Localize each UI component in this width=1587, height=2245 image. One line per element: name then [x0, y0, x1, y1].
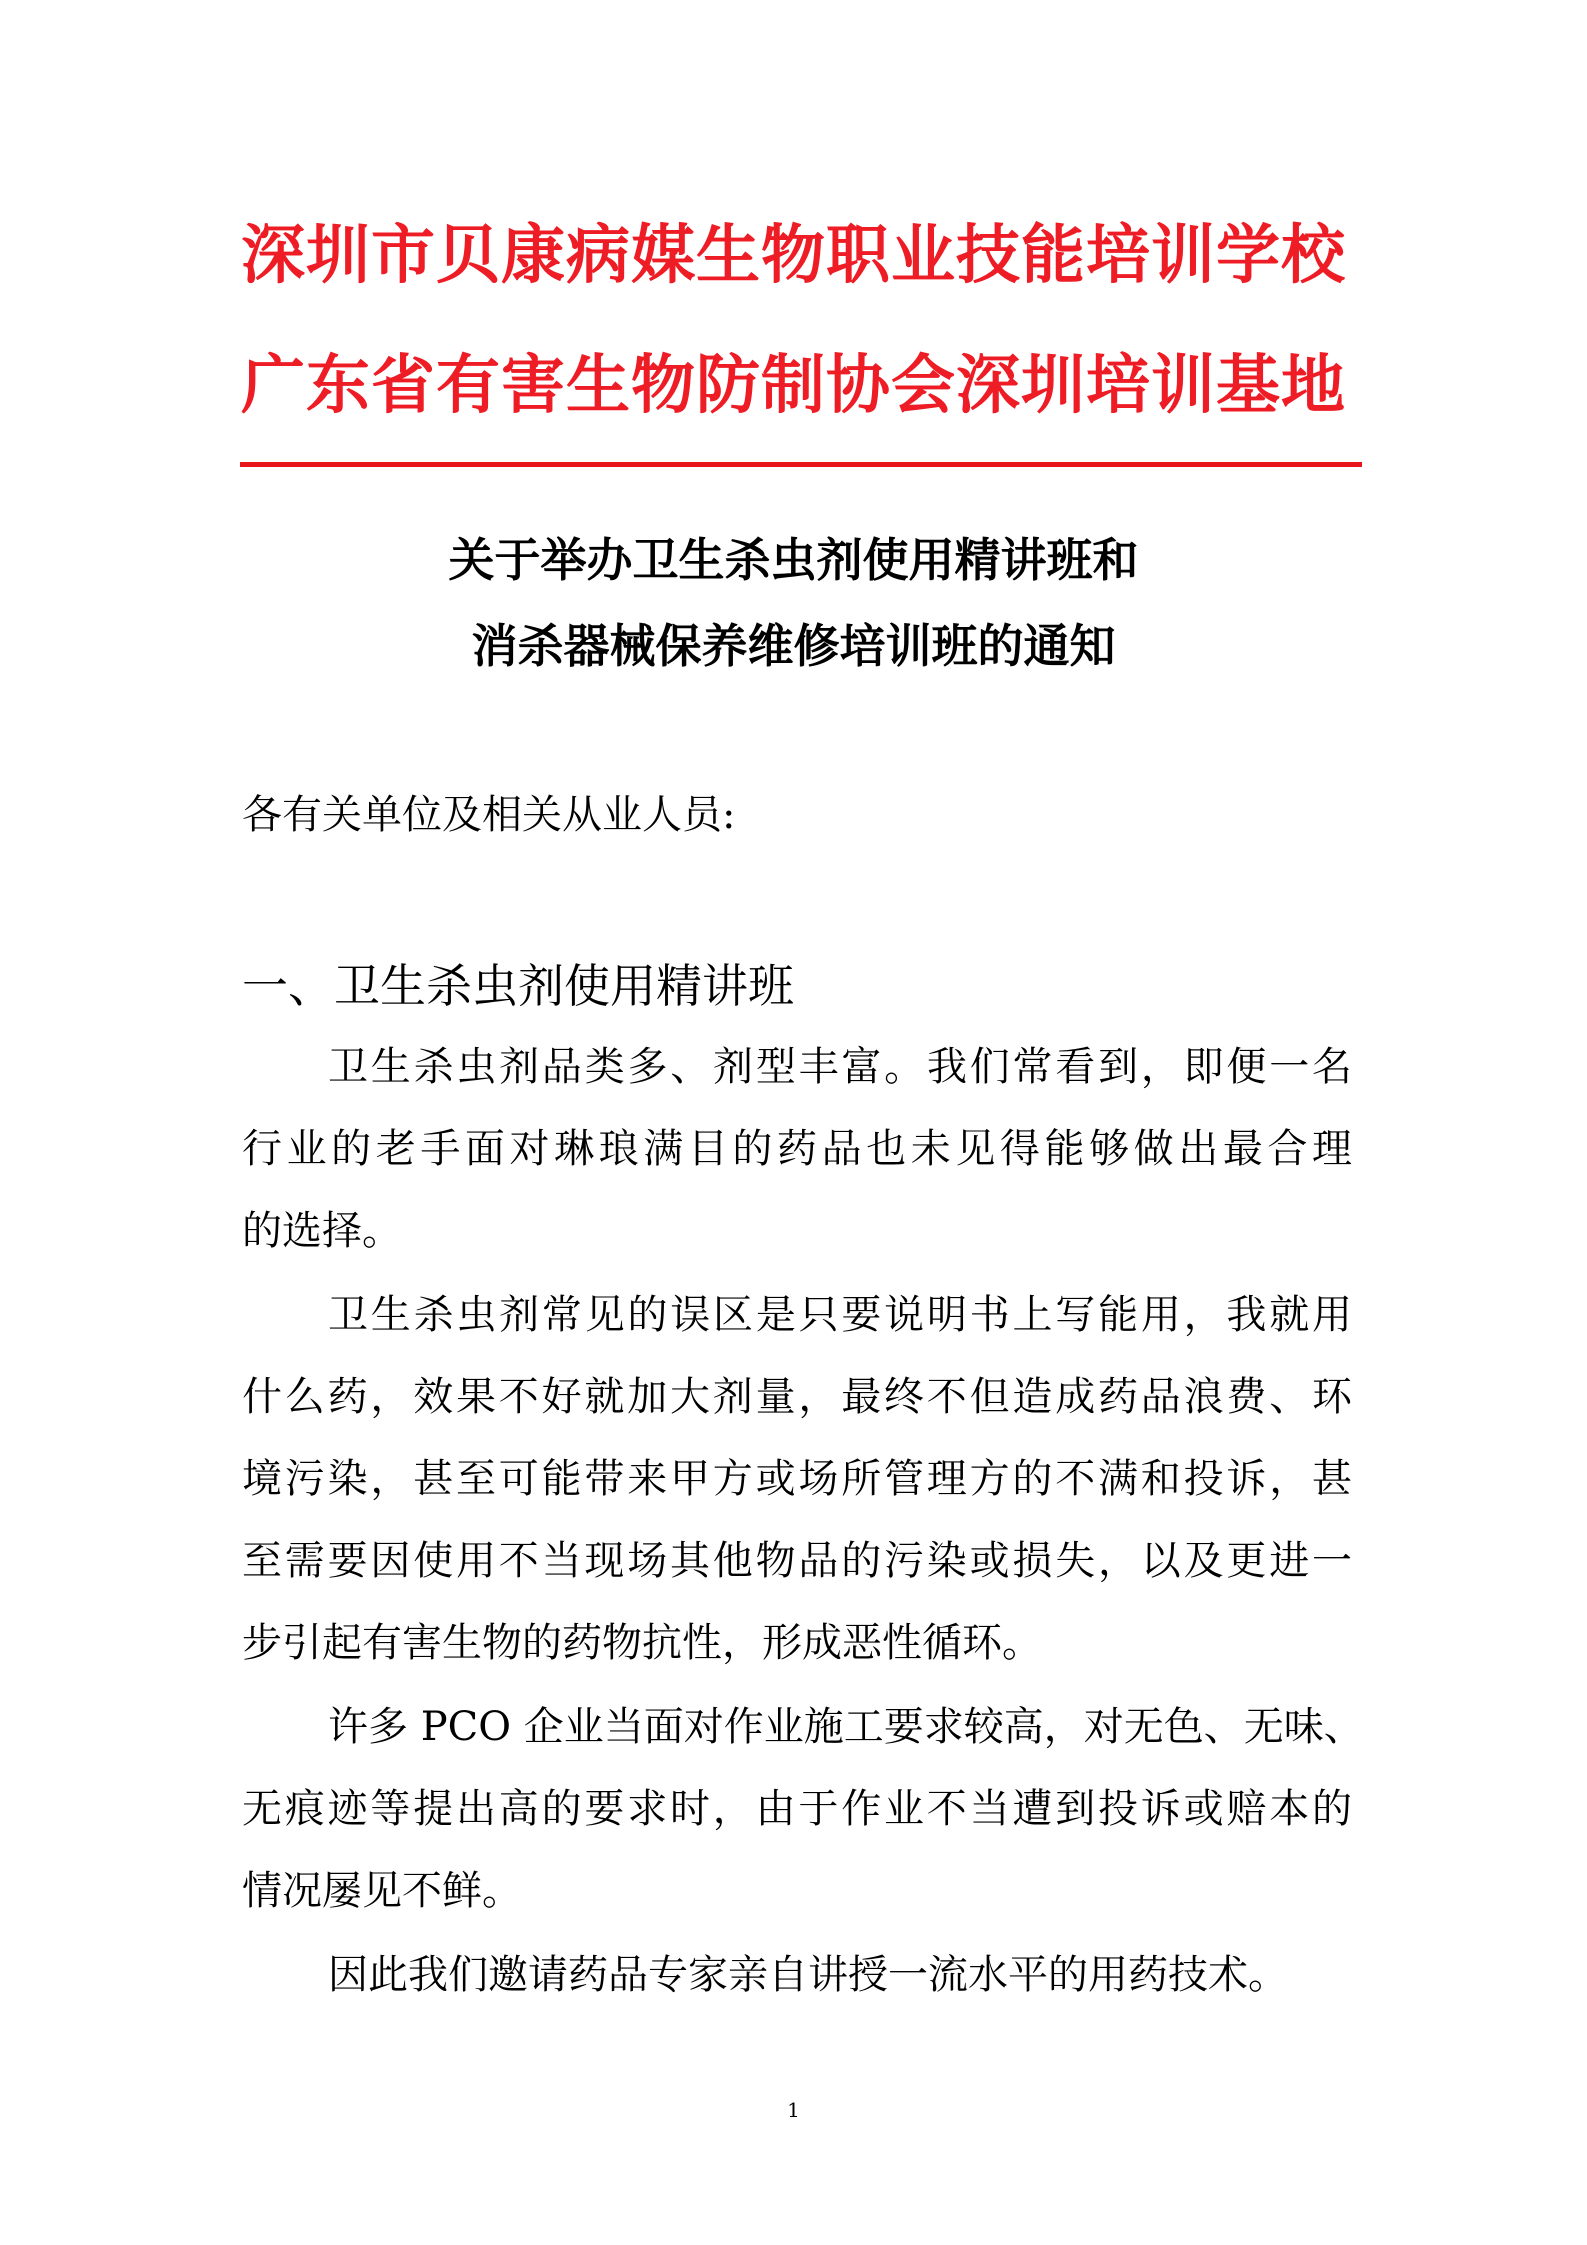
paragraph-line: 卫生杀虫剂常见的误区是只要说明书上写能用，我就用: [328, 1292, 1352, 1338]
paragraph-line: 因此我们邀请药品专家亲自讲授一流水平的用药技术。: [328, 1952, 1288, 1998]
paragraph-line: 什么药，效果不好就加大剂量，最终不但造成药品浪费、环: [242, 1374, 1352, 1420]
notice-title-line-2: 消杀器械保养维修培训班的通知: [471, 619, 1116, 673]
paragraph-line: 行业的老手面对琳琅满目的药品也未见得能够做出最合理: [242, 1126, 1352, 1172]
paragraph-line: 卫生杀虫剂品类多、剂型丰富。我们常看到，即便一名: [328, 1044, 1352, 1090]
paragraph-line: 许多 PCO 企业当面对作业施工要求较高，对无色、无味、: [328, 1704, 1364, 1750]
paragraph-line: 至需要因使用不当现场其他物品的污染或损失，以及更进一: [242, 1538, 1352, 1584]
organization-name-line-2: 广东省有害生物防制协会深圳培训基地: [241, 349, 1346, 423]
paragraph-line: 情况屡见不鲜。: [242, 1868, 522, 1914]
notice-title-line-1: 关于举办卫生杀虫剂使用精讲班和: [448, 533, 1139, 587]
header-divider: [240, 462, 1362, 467]
section-heading: 一、卫生杀虫剂使用精讲班: [242, 959, 794, 1013]
paragraph-line: 境污染，甚至可能带来甲方或场所管理方的不满和投诉，甚: [242, 1456, 1352, 1502]
paragraph-line: 无痕迹等提出高的要求时，由于作业不当遭到投诉或赔本的: [242, 1786, 1352, 1832]
page-number: 1: [787, 2098, 800, 2122]
organization-name-line-1: 深圳市贝康病媒生物职业技能培训学校: [241, 219, 1346, 293]
paragraph-line: 步引起有害生物的药物抗性，形成恶性循环。: [242, 1620, 1042, 1666]
salutation: 各有关单位及相关从业人员:: [242, 792, 736, 838]
paragraph-line: 的选择。: [242, 1208, 402, 1254]
